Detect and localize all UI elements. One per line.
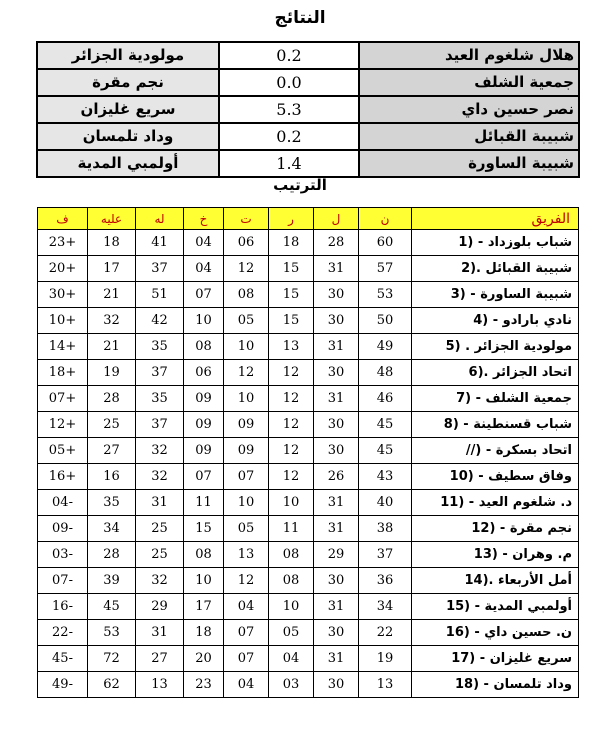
played-cell: 31 <box>314 334 359 360</box>
team-cell: 15) - أولمبي المدية <box>412 594 579 620</box>
table-row <box>38 594 579 620</box>
goals-against-cell: 53 <box>88 620 136 646</box>
points-cell: 43 <box>359 464 412 490</box>
header-played: ل <box>314 208 359 230</box>
team-cell: 18) - وداد تلمسان <box>412 672 579 698</box>
goals-against-cell: 28 <box>88 386 136 412</box>
lost-cell: 23 <box>184 672 224 698</box>
goals-for-cell: 31 <box>136 620 184 646</box>
won-cell: 03 <box>269 672 314 698</box>
won-cell: 15 <box>269 256 314 282</box>
team-cell: 1) - شباب بلوزداد <box>412 230 579 256</box>
away-team-cell: سريع غليزان <box>37 96 219 123</box>
result-row <box>37 96 579 123</box>
drawn-cell: 09 <box>224 412 269 438</box>
goals-against-cell: 34 <box>88 516 136 542</box>
points-cell: 40 <box>359 490 412 516</box>
won-cell: 18 <box>269 230 314 256</box>
played-cell: 30 <box>314 438 359 464</box>
table-row <box>38 672 579 698</box>
won-cell: 08 <box>269 542 314 568</box>
lost-cell: 07 <box>184 464 224 490</box>
header-points: ن <box>359 208 412 230</box>
lost-cell: 08 <box>184 542 224 568</box>
away-team-cell: نجم مقرة <box>37 69 219 96</box>
played-cell: 30 <box>314 412 359 438</box>
team-cell: 4) - نادي بارادو <box>412 308 579 334</box>
drawn-cell: 12 <box>224 568 269 594</box>
points-cell: 50 <box>359 308 412 334</box>
drawn-cell: 07 <box>224 646 269 672</box>
lost-cell: 09 <box>184 386 224 412</box>
goal-diff-cell: 03- <box>38 542 88 568</box>
goals-against-cell: 35 <box>88 490 136 516</box>
team-cell: 12) - نجم مقرة <box>412 516 579 542</box>
standings-table <box>37 207 579 698</box>
goal-diff-cell: 05+ <box>38 438 88 464</box>
team-cell: 7) - جمعية الشلف <box>412 386 579 412</box>
table-row <box>38 516 579 542</box>
lost-cell: 10 <box>184 308 224 334</box>
results-title: النتائج <box>274 8 326 28</box>
home-team-cell: هلال شلغوم العيد <box>359 42 579 69</box>
header-lost: خ <box>184 208 224 230</box>
home-team-cell: نصر حسين داي <box>359 96 579 123</box>
score-cell: 0.2 <box>219 42 359 69</box>
lost-cell: 08 <box>184 334 224 360</box>
goals-for-cell: 31 <box>136 490 184 516</box>
goals-against-cell: 28 <box>88 542 136 568</box>
points-cell: 60 <box>359 230 412 256</box>
team-cell: 17) - سريع غليزان <box>412 646 579 672</box>
goals-against-cell: 62 <box>88 672 136 698</box>
won-cell: 08 <box>269 568 314 594</box>
played-cell: 29 <box>314 542 359 568</box>
drawn-cell: 10 <box>224 386 269 412</box>
won-cell: 15 <box>269 308 314 334</box>
goal-diff-cell: 10+ <box>38 308 88 334</box>
lost-cell: 17 <box>184 594 224 620</box>
goal-diff-cell: 16- <box>38 594 88 620</box>
lost-cell: 10 <box>184 568 224 594</box>
table-row <box>38 386 579 412</box>
goal-diff-cell: 22- <box>38 620 88 646</box>
score-cell: 0.0 <box>219 69 359 96</box>
points-cell: 53 <box>359 282 412 308</box>
goals-for-cell: 42 <box>136 308 184 334</box>
goals-for-cell: 35 <box>136 386 184 412</box>
team-cell: 3) - شبيبة الساورة <box>412 282 579 308</box>
goals-against-cell: 32 <box>88 308 136 334</box>
home-team-cell: جمعية الشلف <box>359 69 579 96</box>
goals-against-cell: 19 <box>88 360 136 386</box>
won-cell: 12 <box>269 464 314 490</box>
goals-for-cell: 32 <box>136 464 184 490</box>
lost-cell: 15 <box>184 516 224 542</box>
team-cell: 14). أمل الأربعاء <box>412 568 579 594</box>
home-team-cell: شبيبة القبائل <box>359 123 579 150</box>
drawn-cell: 12 <box>224 360 269 386</box>
won-cell: 12 <box>269 438 314 464</box>
drawn-cell: 07 <box>224 464 269 490</box>
lost-cell: 04 <box>184 230 224 256</box>
points-cell: 45 <box>359 438 412 464</box>
goal-diff-cell: 16+ <box>38 464 88 490</box>
points-cell: 22 <box>359 620 412 646</box>
lost-cell: 09 <box>184 438 224 464</box>
points-cell: 37 <box>359 542 412 568</box>
goals-for-cell: 25 <box>136 542 184 568</box>
drawn-cell: 08 <box>224 282 269 308</box>
header-team: الفريق <box>412 208 579 230</box>
home-team-cell: شبيبة الساورة <box>359 150 579 177</box>
drawn-cell: 05 <box>224 516 269 542</box>
points-cell: 48 <box>359 360 412 386</box>
goals-for-cell: 32 <box>136 438 184 464</box>
goal-diff-cell: 23+ <box>38 230 88 256</box>
won-cell: 15 <box>269 282 314 308</box>
goals-against-cell: 21 <box>88 334 136 360</box>
points-cell: 34 <box>359 594 412 620</box>
played-cell: 26 <box>314 464 359 490</box>
points-cell: 45 <box>359 412 412 438</box>
header-won: ر <box>269 208 314 230</box>
table-row <box>38 464 579 490</box>
played-cell: 31 <box>314 490 359 516</box>
header-diff: ف <box>38 208 88 230</box>
goals-for-cell: 13 <box>136 672 184 698</box>
played-cell: 31 <box>314 516 359 542</box>
points-cell: 49 <box>359 334 412 360</box>
lost-cell: 18 <box>184 620 224 646</box>
goal-diff-cell: 18+ <box>38 360 88 386</box>
goals-against-cell: 39 <box>88 568 136 594</box>
points-cell: 36 <box>359 568 412 594</box>
table-row <box>38 646 579 672</box>
result-row <box>37 123 579 150</box>
lost-cell: 06 <box>184 360 224 386</box>
score-cell: 1.4 <box>219 150 359 177</box>
goal-diff-cell: 49- <box>38 672 88 698</box>
goals-for-cell: 27 <box>136 646 184 672</box>
table-row <box>38 230 579 256</box>
drawn-cell: 04 <box>224 672 269 698</box>
goals-for-cell: 41 <box>136 230 184 256</box>
team-cell: 16) - ن. حسين داي <box>412 620 579 646</box>
points-cell: 19 <box>359 646 412 672</box>
goals-against-cell: 17 <box>88 256 136 282</box>
played-cell: 30 <box>314 360 359 386</box>
goals-against-cell: 27 <box>88 438 136 464</box>
drawn-cell: 06 <box>224 230 269 256</box>
goals-against-cell: 25 <box>88 412 136 438</box>
goals-against-cell: 72 <box>88 646 136 672</box>
points-cell: 13 <box>359 672 412 698</box>
table-row <box>38 438 579 464</box>
table-row <box>38 360 579 386</box>
drawn-cell: 13 <box>224 542 269 568</box>
table-row <box>38 490 579 516</box>
table-row <box>38 308 579 334</box>
goals-for-cell: 25 <box>136 516 184 542</box>
table-row <box>38 620 579 646</box>
played-cell: 28 <box>314 230 359 256</box>
header-goals-against: عليه <box>88 208 136 230</box>
drawn-cell: 10 <box>224 490 269 516</box>
lost-cell: 07 <box>184 282 224 308</box>
results-table <box>36 41 580 178</box>
goals-for-cell: 37 <box>136 412 184 438</box>
table-row <box>38 282 579 308</box>
score-cell: 5.3 <box>219 96 359 123</box>
lost-cell: 11 <box>184 490 224 516</box>
team-cell: 11) - د. شلغوم العيد <box>412 490 579 516</box>
team-cell: 8) - شباب قسنطينة <box>412 412 579 438</box>
won-cell: 05 <box>269 620 314 646</box>
goal-diff-cell: 30+ <box>38 282 88 308</box>
lost-cell: 09 <box>184 412 224 438</box>
goal-diff-cell: 04- <box>38 490 88 516</box>
goals-against-cell: 21 <box>88 282 136 308</box>
drawn-cell: 07 <box>224 620 269 646</box>
drawn-cell: 09 <box>224 438 269 464</box>
won-cell: 10 <box>269 594 314 620</box>
header-goals-for: له <box>136 208 184 230</box>
drawn-cell: 10 <box>224 334 269 360</box>
goals-against-cell: 18 <box>88 230 136 256</box>
away-team-cell: مولودية الجزائر <box>37 42 219 69</box>
drawn-cell: 12 <box>224 256 269 282</box>
won-cell: 12 <box>269 412 314 438</box>
goals-against-cell: 16 <box>88 464 136 490</box>
team-cell: 5) . مولودية الجزائر <box>412 334 579 360</box>
played-cell: 30 <box>314 620 359 646</box>
lost-cell: 20 <box>184 646 224 672</box>
result-row <box>37 42 579 69</box>
away-team-cell: أولمبي المدية <box>37 150 219 177</box>
played-cell: 30 <box>314 282 359 308</box>
standings-title: الترتيب <box>273 176 327 194</box>
team-cell: //) - اتحاد بسكرة <box>412 438 579 464</box>
table-row <box>38 412 579 438</box>
goal-diff-cell: 45- <box>38 646 88 672</box>
goals-for-cell: 35 <box>136 334 184 360</box>
points-cell: 57 <box>359 256 412 282</box>
goal-diff-cell: 14+ <box>38 334 88 360</box>
result-row <box>37 150 579 177</box>
goals-for-cell: 37 <box>136 360 184 386</box>
goals-for-cell: 51 <box>136 282 184 308</box>
drawn-cell: 04 <box>224 594 269 620</box>
team-cell: 10) - وفاق سطيف <box>412 464 579 490</box>
played-cell: 30 <box>314 672 359 698</box>
table-row <box>38 568 579 594</box>
goals-for-cell: 29 <box>136 594 184 620</box>
played-cell: 31 <box>314 594 359 620</box>
result-row <box>37 69 579 96</box>
played-cell: 31 <box>314 646 359 672</box>
team-cell: 2). شبيبة القبائل <box>412 256 579 282</box>
goal-diff-cell: 07- <box>38 568 88 594</box>
points-cell: 46 <box>359 386 412 412</box>
played-cell: 30 <box>314 568 359 594</box>
standings-header-row <box>38 208 579 230</box>
team-cell: 6). اتحاد الجزائر <box>412 360 579 386</box>
won-cell: 11 <box>269 516 314 542</box>
away-team-cell: وداد تلمسان <box>37 123 219 150</box>
played-cell: 31 <box>314 256 359 282</box>
won-cell: 13 <box>269 334 314 360</box>
won-cell: 10 <box>269 490 314 516</box>
header-drawn: ت <box>224 208 269 230</box>
points-cell: 38 <box>359 516 412 542</box>
goal-diff-cell: 09- <box>38 516 88 542</box>
goals-against-cell: 45 <box>88 594 136 620</box>
goal-diff-cell: 12+ <box>38 412 88 438</box>
score-cell: 0.2 <box>219 123 359 150</box>
table-row <box>38 542 579 568</box>
goals-for-cell: 32 <box>136 568 184 594</box>
goal-diff-cell: 07+ <box>38 386 88 412</box>
goal-diff-cell: 20+ <box>38 256 88 282</box>
table-row <box>38 256 579 282</box>
goals-for-cell: 37 <box>136 256 184 282</box>
played-cell: 30 <box>314 308 359 334</box>
lost-cell: 04 <box>184 256 224 282</box>
team-cell: 13) - م. وهران <box>412 542 579 568</box>
won-cell: 12 <box>269 386 314 412</box>
won-cell: 12 <box>269 360 314 386</box>
drawn-cell: 05 <box>224 308 269 334</box>
won-cell: 04 <box>269 646 314 672</box>
played-cell: 31 <box>314 386 359 412</box>
table-row <box>38 334 579 360</box>
